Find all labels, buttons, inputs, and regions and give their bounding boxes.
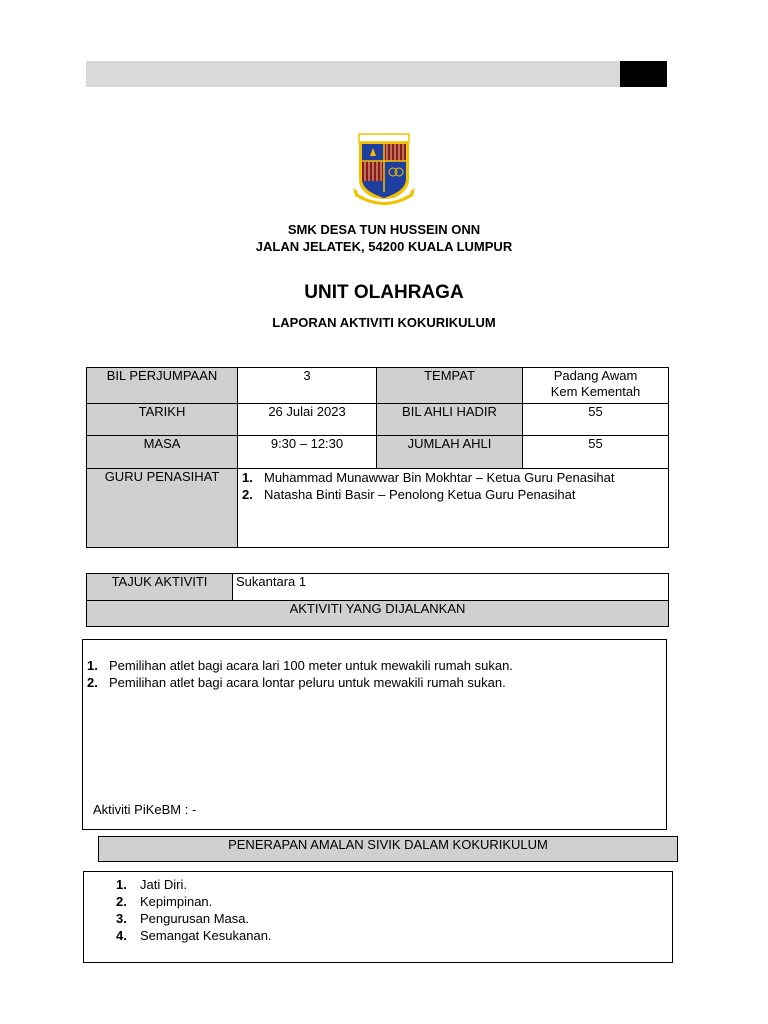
list-number: 2. bbox=[116, 894, 127, 909]
tempat-value bbox=[523, 368, 669, 404]
meeting-info-table bbox=[86, 367, 669, 548]
list-number: 2. bbox=[87, 675, 98, 690]
school-crest-icon bbox=[349, 132, 419, 208]
bil-ahli-hadir-value: 55 bbox=[523, 404, 669, 436]
list-item bbox=[83, 674, 666, 691]
civic-item-2-text: Kepimpinan. bbox=[140, 894, 213, 909]
bil-perjumpaan-value: 3 bbox=[238, 368, 377, 404]
pikebm-text: Aktiviti PiKeBM : - bbox=[93, 802, 197, 817]
list-item bbox=[84, 876, 672, 893]
list-item bbox=[83, 657, 666, 674]
list-number: 1. bbox=[116, 877, 127, 892]
list-item bbox=[238, 469, 668, 486]
tempat-value-line1: Padang Awam bbox=[553, 368, 638, 383]
unit-title: UNIT OLAHRAGA bbox=[304, 282, 464, 303]
guru-penasihat-value bbox=[238, 469, 669, 548]
list-item bbox=[238, 486, 668, 503]
activity-list bbox=[83, 657, 666, 691]
guru-list bbox=[238, 469, 668, 503]
tarikh-value: 26 Julai 2023 bbox=[238, 404, 377, 436]
header-grey-bar bbox=[86, 61, 620, 87]
jumlah-ahli-label: JUMLAH AHLI bbox=[377, 436, 523, 469]
list-number: 1. bbox=[242, 470, 253, 485]
school-name: SMK DESA TUN HUSSEIN ONN bbox=[287, 222, 481, 237]
list-item bbox=[84, 927, 672, 944]
masa-value: 9:30 – 12:30 bbox=[238, 436, 377, 469]
tempat-value-line2: Kem Kementah bbox=[550, 384, 641, 399]
list-number: 2. bbox=[242, 487, 253, 502]
aktiviti-dijalankan-header: AKTIVITI YANG DIJALANKAN bbox=[87, 601, 669, 627]
civic-item-4-text: Semangat Kesukanan. bbox=[140, 928, 272, 943]
guru-penasihat-label: GURU PENASIHAT bbox=[87, 469, 238, 548]
bil-ahli-hadir-label: BIL AHLI HADIR bbox=[377, 404, 523, 436]
header-black-block bbox=[620, 61, 667, 87]
jumlah-ahli-value: 55 bbox=[523, 436, 669, 469]
list-item bbox=[84, 910, 672, 927]
civic-item-3-text: Pengurusan Masa. bbox=[140, 911, 250, 926]
list-number: 3. bbox=[116, 911, 127, 926]
tempat-label: TEMPAT bbox=[377, 368, 523, 404]
tajuk-aktiviti-value: Sukantara 1 bbox=[233, 574, 669, 601]
masa-label: MASA bbox=[87, 436, 238, 469]
civic-header: PENERAPAN AMALAN SIVIK DALAM KOKURIKULUM bbox=[98, 836, 678, 862]
list-item bbox=[84, 893, 672, 910]
guru-1-text: Muhammad Munawwar Bin Mokhtar – Ketua Guru Penasihat bbox=[264, 470, 615, 485]
civic-values-box bbox=[83, 871, 673, 963]
guru-2-text: Natasha Binti Basir – Penolong Ketua Guru Penasihat bbox=[264, 487, 576, 502]
tarikh-label: TARIKH bbox=[87, 404, 238, 436]
report-title: LAPORAN AKTIVITI KOKURIKULUM bbox=[272, 315, 496, 330]
activity-title-table bbox=[86, 573, 669, 627]
list-number: 4. bbox=[116, 928, 127, 943]
school-address: JALAN JELATEK, 54200 KUALA LUMPUR bbox=[255, 239, 513, 254]
civic-list bbox=[84, 876, 672, 944]
activity-item-1-text: Pemilihan atlet bagi acara lari 100 meter untuk mewakili rumah sukan. bbox=[109, 658, 513, 673]
tajuk-aktiviti-label: TAJUK AKTIVITI bbox=[87, 574, 233, 601]
civic-item-1-text: Jati Diri. bbox=[140, 877, 187, 892]
activity-details-box bbox=[82, 639, 667, 830]
activity-item-2-text: Pemilihan atlet bagi acara lontar peluru untuk mewakili rumah sukan. bbox=[109, 675, 506, 690]
bil-perjumpaan-label: BIL PERJUMPAAN bbox=[87, 368, 238, 404]
list-number: 1. bbox=[87, 658, 98, 673]
